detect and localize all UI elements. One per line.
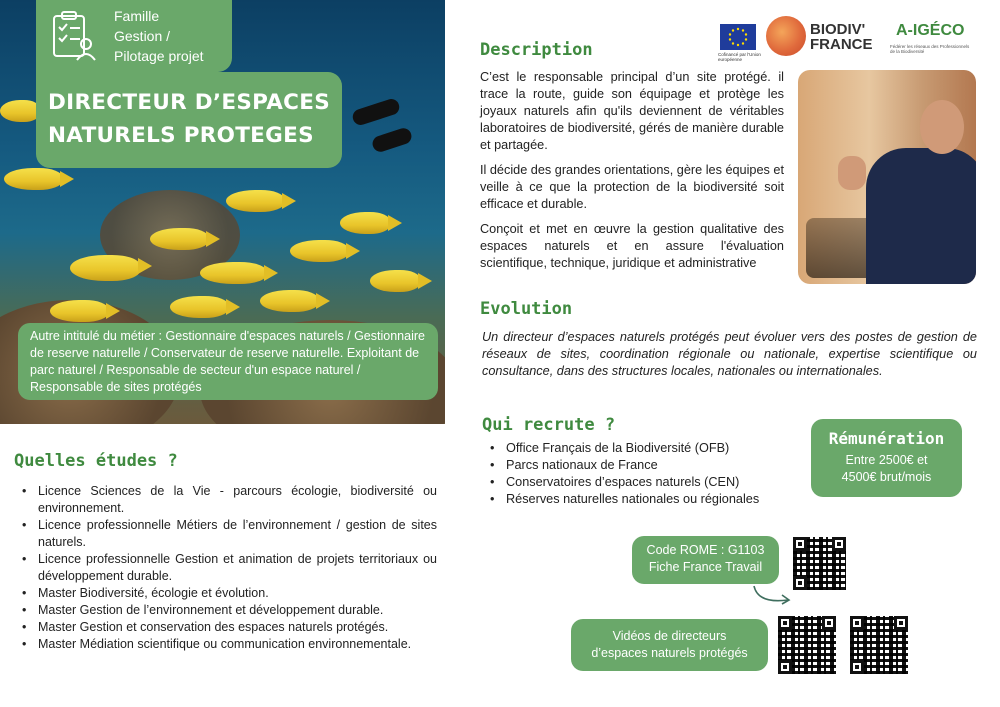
famille-line: Famille xyxy=(114,8,160,24)
list-item: • Conservatoires d’espaces naturels (CEN) xyxy=(488,474,798,491)
qr-code-video-1[interactable] xyxy=(778,616,836,674)
qr-code-france-travail[interactable] xyxy=(793,537,846,590)
biodiv-line: BIODIV' xyxy=(810,21,866,38)
qr-code-video-2[interactable] xyxy=(850,616,908,674)
evolution-text: Un directeur d’espaces naturels protégés peut évoluer vers des postes de gestion de réseaux de sites, coordination régionale ou nationale, expertise scientifique ou consultance, dans des structures locales, nationales ou internationales. xyxy=(482,330,977,378)
yellow-fish xyxy=(50,300,108,322)
title-line: DIRECTEUR D’ESPACES xyxy=(48,90,330,115)
speaker-photo xyxy=(798,70,976,284)
qr-corner xyxy=(832,537,846,551)
yellow-fish xyxy=(150,228,208,250)
videos-line: Vidéos de directeurs xyxy=(612,629,727,643)
clipboard-checklist-icon xyxy=(50,10,96,62)
biodiv-france-logo xyxy=(810,22,873,52)
list-item: • Master Gestion et conservation des espaces naturels protégés. xyxy=(20,619,437,636)
list-item: • Parcs nationaux de France xyxy=(488,457,798,474)
list-item: • Réserves naturelles nationales ou régionales xyxy=(488,491,798,508)
aigeco-subtitle: Fédérer les réseaux des Professionnels de la Biodiversité xyxy=(890,44,970,54)
aigeco-logo: A-IGÉCO xyxy=(896,22,965,39)
speaker-hand xyxy=(838,156,866,190)
videos-link[interactable] xyxy=(571,619,768,671)
yellow-fish xyxy=(290,240,348,262)
list-item: • Master Médiation scientifique ou communication environnementale. xyxy=(20,636,437,653)
remuneration-title: Rémunération xyxy=(828,429,945,448)
remuneration-line: Entre 2500€ et xyxy=(845,453,928,467)
famille-line: Gestion / xyxy=(114,28,171,44)
diver-silhouette xyxy=(371,126,414,154)
list-item: • Master Biodiversité, écologie et évolution. xyxy=(20,585,437,602)
qr-corner xyxy=(850,660,864,674)
speaker-body xyxy=(866,148,976,284)
rome-line: Code ROME : G1103 xyxy=(646,543,765,557)
autre-intitule-box: Autre intitulé du métier : Gestionnaire d'espaces naturels / Gestionnaire de reserve naturelle / Conservateur de reserve naturelle. Exploitant de parc naturel / Responsable de secteur d'un espace naturel / Responsable de sites protégés xyxy=(18,323,438,400)
remuneration-box xyxy=(811,419,962,497)
qr-corner xyxy=(778,660,792,674)
recrute-heading: Qui recrute ? xyxy=(482,415,616,435)
videos-line: d’espaces naturels protégés xyxy=(591,646,748,660)
biodiv-france-logo-mark xyxy=(766,16,806,56)
page-title xyxy=(36,72,342,168)
qr-corner xyxy=(894,616,908,630)
evolution-heading: Evolution xyxy=(480,299,573,319)
recrute-list xyxy=(488,440,798,508)
eu-flag-logo xyxy=(720,24,756,50)
yellow-fish xyxy=(340,212,390,234)
description-paragraph: Il décide des grandes orientations, gère les équipes et veille à ce que la protection de la biodiversité soit efficace et durable. xyxy=(480,163,784,211)
etudes-heading: Quelles études ? xyxy=(14,451,178,471)
description-paragraph: Conçoit et met en œuvre la gestion qualitative des espaces naturels et en assure l'évaluation scientifique, technique, juridique et administrative xyxy=(480,222,784,270)
yellow-fish xyxy=(370,270,420,292)
qr-corner xyxy=(793,537,807,551)
famille-label xyxy=(114,6,204,66)
title-line: NATURELS PROTEGES xyxy=(48,123,314,148)
speaker-head xyxy=(920,100,964,154)
yellow-fish xyxy=(170,296,228,318)
description-text xyxy=(480,69,784,280)
list-item: • Licence professionnelle Gestion et animation de projets territoriaux ou développement durable. xyxy=(20,551,437,585)
yellow-fish xyxy=(4,168,62,190)
eu-caption: Cofinancé par l'Union européenne xyxy=(718,52,761,62)
rome-line: Fiche France Travail xyxy=(648,560,763,574)
yellow-fish xyxy=(200,262,266,284)
qr-corner xyxy=(778,616,792,630)
qr-corner xyxy=(793,576,807,590)
list-item: • Office Français de la Biodiversité (OFB) xyxy=(488,440,798,457)
code-rome-link[interactable] xyxy=(632,536,779,584)
yellow-fish xyxy=(260,290,318,312)
qr-corner xyxy=(850,616,864,630)
list-item: • Licence professionnelle Métiers de l’environnement / gestion de sites naturels. xyxy=(20,517,437,551)
curved-arrow-icon xyxy=(750,584,796,606)
remuneration-line: 4500€ brut/mois xyxy=(841,470,932,484)
biodiv-line: FRANCE xyxy=(810,36,873,53)
yellow-fish xyxy=(226,190,284,212)
list-item: • Licence Sciences de la Vie - parcours écologie, biodiversité ou environnement. xyxy=(20,483,437,517)
yellow-fish xyxy=(70,255,140,281)
yellow-fish xyxy=(0,100,40,122)
diver-silhouette xyxy=(351,97,402,127)
list-item: • Master Gestion de l’environnement et développement durable. xyxy=(20,602,437,619)
famille-box xyxy=(36,0,232,72)
qr-corner xyxy=(822,616,836,630)
famille-line: Pilotage projet xyxy=(114,48,204,64)
etudes-list xyxy=(20,483,437,653)
description-heading: Description xyxy=(480,40,593,60)
eu-stars-icon xyxy=(720,24,756,50)
description-paragraph: C’est le responsable principal d’un site protégé. il trace la route, guide son équipage et protège les joyaux naturels afin qu'ils deviennent de véritables laboratoires de biodiversité, gérés de manière durable et partagée. xyxy=(480,70,784,152)
